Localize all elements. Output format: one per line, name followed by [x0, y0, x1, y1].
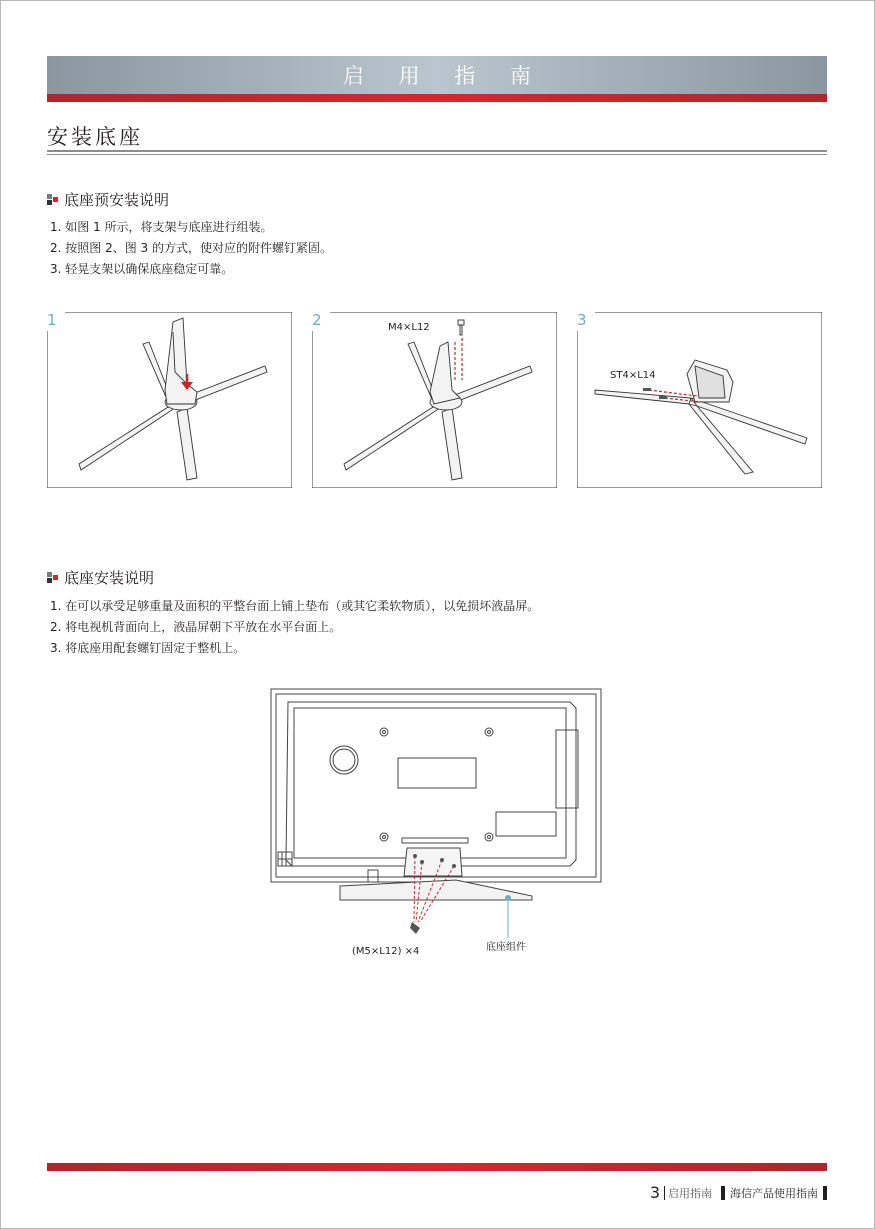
footer-guide-name: 海信产品使用指南: [730, 1186, 818, 1200]
install-heading-text: 底座安装说明: [64, 569, 155, 587]
figure-1-stand-assembly: [47, 312, 292, 488]
pre-install-steps: [50, 217, 332, 280]
banner-red-stripe: [47, 94, 827, 102]
page-footer: [650, 1183, 827, 1202]
bullet-squares-icon: [47, 572, 59, 584]
bullet-squares-icon: [47, 194, 59, 206]
step-item: 3. 将底座用配套螺钉固定于整机上。: [50, 641, 246, 655]
step-item: 3. 轻晃支架以确保底座稳定可靠。: [50, 262, 234, 276]
footer-section-name: 启用指南: [668, 1186, 712, 1200]
figure-2-screw-label: M4×L12: [388, 322, 430, 333]
screw-spec-label: (M5×L12) ×4: [352, 946, 420, 957]
pre-install-heading-text: 底座预安装说明: [64, 191, 170, 209]
footer-divider: [664, 1186, 665, 1200]
page-banner: [47, 56, 827, 102]
install-steps: [50, 596, 539, 659]
figure-3-side-screw-fastening: [577, 312, 822, 488]
step-item: 2. 按照图 2、图 3 的方式，使对应的附件螺钉紧固。: [50, 241, 332, 255]
step-item: 1. 如图 1 所示，将支架与底座进行组装。: [50, 220, 273, 234]
figure-number: 1: [47, 311, 57, 329]
stand-assembly-label: 底座组件: [486, 942, 526, 953]
banner-title: 启 用 指 南: [342, 64, 546, 88]
footer-red-stripe: [47, 1163, 827, 1171]
step-item: 1. 在可以承受足够重量及面积的平整台面上铺上垫布（或其它柔软物质），以免损坏液晶屏。: [50, 599, 540, 613]
install-heading: [47, 567, 154, 588]
figure-number: 2: [312, 311, 322, 329]
tv-back-stand-mounting-figure: [270, 688, 610, 963]
banner-grey-bar: [47, 56, 827, 94]
figure-number: 3: [577, 311, 587, 329]
footer-end-mark: [823, 1186, 827, 1200]
step-item: 2. 将电视机背面向上，液晶屏朝下平放在水平台面上。: [50, 620, 342, 634]
pre-install-heading: [47, 189, 169, 210]
section-rule-thin: [47, 154, 827, 155]
section-rule: [47, 150, 827, 152]
section-title: 安装底座: [47, 125, 143, 149]
figure-3-screw-label: ST4×L14: [610, 370, 656, 381]
footer-divider: [721, 1186, 725, 1200]
page-number: 3: [649, 1183, 660, 1202]
figure-2-screw-fastening: [312, 312, 557, 488]
